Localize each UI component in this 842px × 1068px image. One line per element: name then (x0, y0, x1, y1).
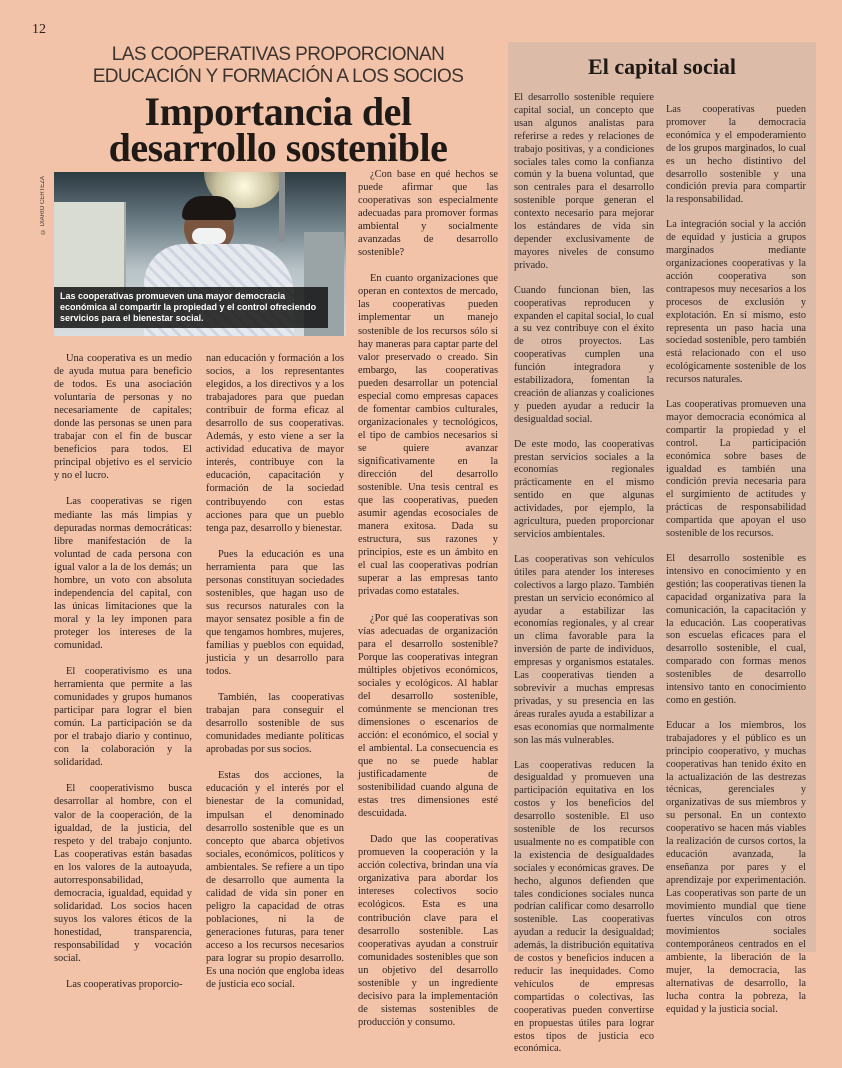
article-column-3 (358, 168, 498, 1042)
paragraph: nan educación y formación a los socios, a los representantes elegidos, a los directivos y a los trabajadores para que puedan contribuir de forma eficaz al desarrollo de sus cooperativas. Además, y esto viene a ser la actividad educativa de mayor interés, contribuye con la educación, capacitación y formación de la sociedad contribuyendo con estas acciones para que un pueblo tenga paz, desarrollo y bienestar. (206, 353, 344, 534)
paragraph: El desarrollo sostenible requiere capital social, un concepto que usan algunos analistas para referirse a redes y relaciones de trabajo positivas, y a condiciones sociales tales como la confianza común y la buena voluntad, que son centrales para el desarrollo sostenible porque generan el contexto necesario para mejorar los estándares de vida sin depender exclusivamente de mayores niveles de consumo privado. (514, 92, 654, 271)
article-column-1 (54, 352, 192, 1004)
paragraph: ¿Por qué las cooperativas son vías adecuadas de organización para el desarrollo sostenible? Porque las cooperativas integran múltiples objetivos económicos, sociales y ecológicos. Al hablar del desarrollo sostenible, comúnmente se mencionan tres dimensiones o escenarios de acción: el económico, el social y el ambiental. La consecuencia es que no se puede hablar justificadamente de sostenibilidad cuando alguna de estas tres dimensiones esté descuidada. (358, 612, 498, 820)
face-mask (192, 228, 226, 244)
paragraph: El desarrollo sostenible es intensivo en conocimiento y en gestión; las cooperativas tienen la capacidad organizativa para la comunicación, la capacitación y la educación. Las cooperativas son escuelas eficaces para el desarrollo sostenible, el cual, comparado con formas menos sostenibles de desarrollo intensivo tanto en conocimiento como en gestión. (666, 553, 806, 706)
sidebar-column-1 (514, 92, 654, 1068)
paragraph: Las cooperativas pueden promover la democracia económica y el empoderamiento de los grupos marginados, lo cual es un hecho distintivo del desarrollo sostenible y una condición previa para compartir la responsabilidad. (666, 104, 806, 206)
paragraph: Las cooperativas se rigen mediante las más limpias y depuradas normas democráticas: libre manifestación de la voluntad de cada persona con igual valor a la de los demás; un hombre, un voto con absoluta independencia del capital, con las únicas limitaciones que la moral y la ley imponen para proteger los intereses de la comunidad. (54, 496, 192, 651)
dentist-hair (182, 196, 236, 220)
paragraph: Las cooperativas son vehículos útiles para atender los intereses colectivos a largo plazo. También prestan un servicio económico al ayudar a estabilizar las economías regionales, y al crear un clima favorable para la inversión de parte de individuos, empresas y organismos estatales. Las cooperativas tienden a sobrevivir a muchas empresas privadas, y su presencia en las áreas rurales ayuda a estabilizar a esas economías que normalmente son las más vulnerables. (514, 553, 654, 746)
paragraph: También, las cooperativas trabajan para conseguir el desarrollo sostenible de sus comunidades mediante políticas aprobadas por sus socios. (206, 692, 344, 756)
article-headline: Importancia del desarrollo sostenible (108, 89, 448, 170)
lamp-arm (279, 172, 285, 242)
sidebar-title: El capital social (588, 54, 736, 79)
paragraph: Las cooperativas reducen la desigualdad y promueven una participación equitativa en los costos y los beneficios del desarrollo sostenible. El uso sostenible de los recursos usualmente no es compatible con la existencia de desigualdades sociales y económicas graves. De hecho, algunos defienden que tales condiciones sociales nunca podrían calificar como desarrollo sostenible. Las cooperativas ayudan a reducir la desigualdad; además, la distribución equitativa de costos y beneficios inducen a reducir las inequidades. Como vehículos de empresas compartidas o colectivas, las cooperativas pueden convertirse en propuestas útiles para lograr estos tipos de justicia eco económica. (514, 759, 654, 1055)
photo-credit: © DIARIO CERTEZA (40, 176, 46, 234)
paragraph: El cooperativismo es una herramienta que permite a las comunidades y grupos humanos participar para lograr el bien común. La participación se da por el trabajo diario y continuo, con la colaboración y la solidaridad. (54, 666, 192, 769)
paragraph: En cuanto organizaciones que operan en contextos de mercado, las cooperativas pueden implementar un manejo sostenible de los recursos sólo si hay maneras para captar parte del valor preservado o creado. Sin embargo, las cooperativas pueden desarrollar un potencial especial como empresas capaces de fomentar cambios culturales, organizacionales y tecnológicos, el tipo de cambios necesarios si se quiere avanzar significativamente en la dirección del desarrollo sostenible. Una tesis central es que las cooperativas, pueden asumir agendas ecosociales de manera exitosa. Dada su estructura, sus razones y principios, este es un ámbito en el cual las cooperativas podrían superar a las empresas tanto privadas como estatales. (358, 273, 498, 598)
paragraph: Dado que las cooperativas promueven la cooperación y la acción colectiva, brindan una vía organizativa para abordar los intereses colectivos socio ecológicos. Esta es una contribución clave para el desarrollo sostenible. Las cooperativas ayudan a construir comunidades sostenibles que son un objetivo del desarrollo sostenible y un ingrediente decisivo para la implementación de sistemas sostenibles de producción y consumo. (358, 834, 498, 1028)
paragraph: Educar a los miembros, los trabajadores y el público es un principio cooperativo, y muchas cooperativas han tenido éxito en la actualización de las destrezas técnicas, gerenciales y organizativas de sus miembros y su personal. En un contexto cooperativo se hacen más viables la realización de cursos cortos, la educación avanzada, la enseñanza por pares y el aprendizaje por experimentación. Las cooperativas son parte de un movimiento mundial que tiene fuertes vínculos con otros movimientos sociales contemporáneos centrados en el ambiente, la liberación de la mujer, la democracia, las alternativas de desarrollo, la lucha contra la pobreza, la equidad y la justicia social. (666, 719, 806, 1015)
paragraph: De este modo, las cooperativas prestan servicios sociales a la economías regionales prácticamente en el mismo sentido en que algunas actividades, por ejemplo, la agricultura, pueden proporcionar servicios ambientales. (514, 438, 654, 540)
sidebar-column-2 (666, 104, 806, 1029)
paragraph: Pues la educación es una herramienta para que las personas constituyan sociedades sostenibles, que hagan uso de sus recursos naturales con la mayor sensatez posible a fin de que tengamos hombres, mujeres, familias y pueblos con equidad, justicia y un desarrollo para todos. (206, 548, 344, 678)
page-number: 12 (32, 22, 46, 37)
paragraph: Cuando funcionan bien, las cooperativas reproducen y expanden el capital social, lo cual a su vez contribuye con el éxito de otros proyectos. Las cooperativas cumplen una función integradora y estabilizadora, fomentan la creación de alianzas y coaliciones y pueden ayudar a reducir la desigualdad social. (514, 284, 654, 425)
paragraph: Las cooperativas proporcio- (66, 979, 183, 991)
paragraph: Una cooperativa es un medio de ayuda mutua para beneficio de todos. Es una asociación voluntaria de personas y no necesariamente de capitales; donde las personas se unen para trabajar con el fin de buscar beneficios para todos. El principal objetivo es el servicio y no el lucro. (54, 353, 192, 482)
paragraph: Estas dos acciones, la educación y el interés por el bienestar de la comunidad, impulsan el denominado desarrollo sostenible que es un concepto que abarca objetivos sociales, económicos, políticos y ambientales. Se refiere a un tipo de desarrollo que aumenta la calidad de vida sin poner en peligro la capacidad de otras poblaciones, ni la de generaciones futuras, para tener acceso a los recursos necesarios para lograr su propio desarrollo. Es una noción que engloba ideas de justicia eco social. (206, 770, 344, 991)
paragraph: ¿Con base en qué hechos se puede afirmar que las cooperativas son especialmente adecuadas para promover formas ambiental y socialmente avanzadas de desarrollo sostenible? (358, 169, 498, 259)
paragraph: La integración social y la acción de equidad y justicia a grupos marginados mediante organizaciones cooperativas y la acción cooperativa son contrapesos muy necesarios a los procesos de exclusión y explotación. En sí mismo, esto representa un paso hacia una sociedad sostenible, pero también está relacionado con el uso ecológicamente sostenible de los recursos naturales. (666, 219, 806, 386)
article-kicker: LAS COOPERATIVAS PROPORCIONAN EDUCACIÓN Y FORMACIÓN A LOS SOCIOS (92, 44, 464, 87)
photo-caption: Las cooperativas promueven una mayor democracia económica al compartir la propiedad y el control ofreciendo servicios para el bienestar social. (54, 287, 328, 328)
article-column-2 (206, 352, 344, 1004)
paragraph: El cooperativismo busca desarrollar al hombre, con el valor de la cooperación, de la igualdad, de la justicia, del respeto y del trabajo conjunto. Las cooperativas están basadas en los valores de la autoayuda, autorresponsabilidad, democracia, igualdad, equidad y solidaridad. Los socios hacen suyos los valores éticos de la honestidad, transparencia, responsabilidad y vocación social. (54, 783, 192, 965)
paragraph: Las cooperativas promueven una mayor democracia económica al compartir la propiedad y el control. La participación económica sobre bases de igualdad es también una condición previa necesaria para el surgimiento de actitudes y prácticas de responsabilidad compartida que apoyan el uso sostenible de los recursos. (666, 399, 806, 540)
